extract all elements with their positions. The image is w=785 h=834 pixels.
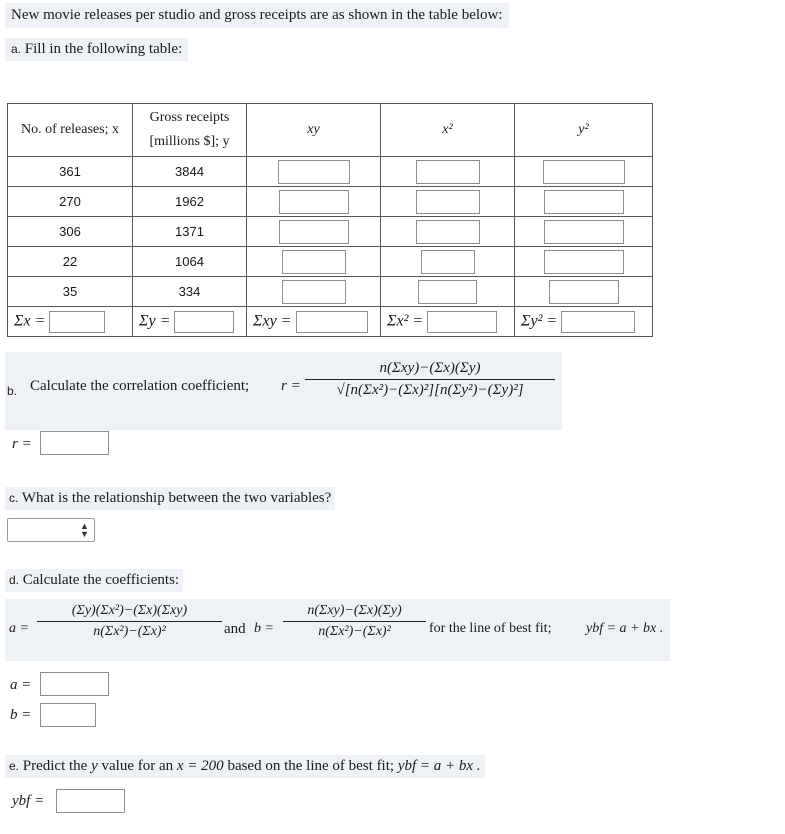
header-y-line1: Gross receipts xyxy=(149,110,230,125)
correlation-numerator: n(Σxy)−(Σx)(Σy) xyxy=(305,360,555,380)
xy-input[interactable] xyxy=(279,190,349,214)
sum-y2-cell xyxy=(515,307,653,337)
data-table xyxy=(7,103,653,337)
cell-y: 3844 xyxy=(133,157,247,187)
sum-y-cell xyxy=(133,307,247,337)
header-x: No. of releases; x xyxy=(8,104,133,157)
b-formula xyxy=(283,603,426,640)
part-e-x-value: x = 200 xyxy=(176,758,224,774)
part-d-prompt xyxy=(5,569,183,592)
line-of-best-fit-text: for the line of best fit; xyxy=(429,621,552,636)
x2-input[interactable] xyxy=(416,160,480,184)
part-e-letter: e. xyxy=(9,759,20,773)
part-b-panel xyxy=(5,352,562,430)
cell-x: 306 xyxy=(8,217,133,247)
y2-input[interactable] xyxy=(544,190,624,214)
sum-x2-label: Σx² = xyxy=(387,312,424,330)
r-answer-label: r = xyxy=(12,436,32,452)
sum-y2-label: Σy² = xyxy=(521,312,558,330)
sum-x-cell xyxy=(8,307,133,337)
header-y-line2: [millions $]; y xyxy=(149,134,230,149)
x2-input[interactable] xyxy=(421,250,475,274)
sum-x2-cell xyxy=(381,307,515,337)
r-answer-input[interactable] xyxy=(40,431,109,455)
sum-y-label: Σy = xyxy=(139,312,171,330)
cell-y2 xyxy=(515,277,653,307)
cell-y: 334 xyxy=(133,277,247,307)
correlation-denominator: √[n(Σx²)−(Σx)²][n(Σy²)−(Σy)²] xyxy=(336,382,524,398)
part-a-letter: a. xyxy=(11,42,22,56)
xy-input[interactable] xyxy=(279,220,349,244)
a-numerator: (Σy)(Σx²)−(Σx)(Σxy) xyxy=(37,603,222,622)
table-row xyxy=(8,277,653,307)
part-b-r-lhs: r = xyxy=(281,378,301,394)
cell-x2 xyxy=(381,277,515,307)
header-y2: y² xyxy=(515,104,653,157)
intro-text xyxy=(5,3,509,28)
cell-xy xyxy=(247,277,381,307)
part-c-prompt xyxy=(5,487,335,510)
b-answer-input[interactable] xyxy=(40,703,96,727)
y2-input[interactable] xyxy=(543,160,625,184)
b-formula-lhs: b = xyxy=(254,621,274,636)
part-e-prompt xyxy=(5,755,485,778)
table-row xyxy=(8,187,653,217)
cell-y2 xyxy=(515,157,653,187)
ybf-answer-input[interactable] xyxy=(56,789,125,813)
a-answer-label: a = xyxy=(10,677,32,693)
part-c-letter: c. xyxy=(9,491,19,505)
sum-x-label: Σx = xyxy=(14,312,46,330)
part-e-text-pre: Predict the xyxy=(22,758,88,774)
part-a-text: Fill in the following table: xyxy=(24,41,183,57)
cell-x: 361 xyxy=(8,157,133,187)
and-text: and xyxy=(224,621,246,637)
table-row xyxy=(8,157,653,187)
cell-y2 xyxy=(515,217,653,247)
xy-input[interactable] xyxy=(282,280,346,304)
part-b-letter: b. xyxy=(7,384,18,398)
part-e-y: y xyxy=(91,758,98,774)
y2-input[interactable] xyxy=(549,280,619,304)
cell-y2 xyxy=(515,187,653,217)
sum-y2-input[interactable] xyxy=(561,311,635,333)
cell-x2 xyxy=(381,187,515,217)
a-answer-input[interactable] xyxy=(40,672,109,696)
cell-x: 270 xyxy=(8,187,133,217)
sums-row xyxy=(8,307,653,337)
xy-input[interactable] xyxy=(282,250,346,274)
sum-xy-cell xyxy=(247,307,381,337)
ybf-answer-label: ybf = xyxy=(12,793,45,809)
cell-y: 1064 xyxy=(133,247,247,277)
cell-xy xyxy=(247,247,381,277)
part-e-text-post: based on the line of best fit; xyxy=(227,758,395,774)
select-arrows-icon: ▲ ▼ xyxy=(80,521,89,539)
table-row xyxy=(8,217,653,247)
a-denominator: n(Σx²)−(Σx)² xyxy=(93,624,166,639)
part-d-text: Calculate the coefficients: xyxy=(22,572,180,588)
cell-xy xyxy=(247,217,381,247)
a-formula xyxy=(37,603,222,640)
header-xy: xy xyxy=(247,104,381,157)
table-header-row xyxy=(8,104,653,157)
xy-input[interactable] xyxy=(278,160,350,184)
part-b-text: Calculate the correlation coefficient; xyxy=(30,378,250,394)
y2-input[interactable] xyxy=(544,250,624,274)
y2-input[interactable] xyxy=(544,220,624,244)
a-formula-lhs: a = xyxy=(9,621,29,636)
header-y xyxy=(133,104,247,157)
cell-xy xyxy=(247,187,381,217)
cell-y: 1371 xyxy=(133,217,247,247)
intro-label: New movie releases per studio and gross receipts are as shown in the table below: xyxy=(11,7,503,23)
sum-x2-input[interactable] xyxy=(427,311,497,333)
b-numerator: n(Σxy)−(Σx)(Σy) xyxy=(283,603,426,622)
cell-x: 22 xyxy=(8,247,133,277)
sum-x-input[interactable] xyxy=(49,311,105,333)
x2-input[interactable] xyxy=(416,220,480,244)
cell-x2 xyxy=(381,247,515,277)
sum-xy-input[interactable] xyxy=(296,311,368,333)
b-denominator: n(Σx²)−(Σx)² xyxy=(318,624,391,639)
part-e-equation: ybf = a + bx . xyxy=(397,758,481,774)
cell-y2 xyxy=(515,247,653,277)
part-e-text-mid: value for an xyxy=(101,758,174,774)
cell-x2 xyxy=(381,217,515,247)
part-c-text: What is the relationship between the two variables? xyxy=(21,490,332,506)
sum-y-input[interactable] xyxy=(174,311,234,333)
sum-xy-label: Σxy = xyxy=(253,312,292,330)
x2-input[interactable] xyxy=(416,190,480,214)
header-x2: x² xyxy=(381,104,515,157)
table-row xyxy=(8,247,653,277)
coefficient-formulas-panel xyxy=(5,599,670,661)
correlation-formula xyxy=(305,360,555,399)
cell-x: 35 xyxy=(8,277,133,307)
relationship-select[interactable] xyxy=(7,518,95,542)
cell-y: 1962 xyxy=(133,187,247,217)
x2-input[interactable] xyxy=(418,280,477,304)
part-d-letter: d. xyxy=(9,573,20,587)
cell-x2 xyxy=(381,157,515,187)
b-answer-label: b = xyxy=(10,707,32,723)
part-a-prompt xyxy=(5,38,188,61)
cell-xy xyxy=(247,157,381,187)
line-of-best-fit-equation: ybf = a + bx . xyxy=(586,621,664,636)
